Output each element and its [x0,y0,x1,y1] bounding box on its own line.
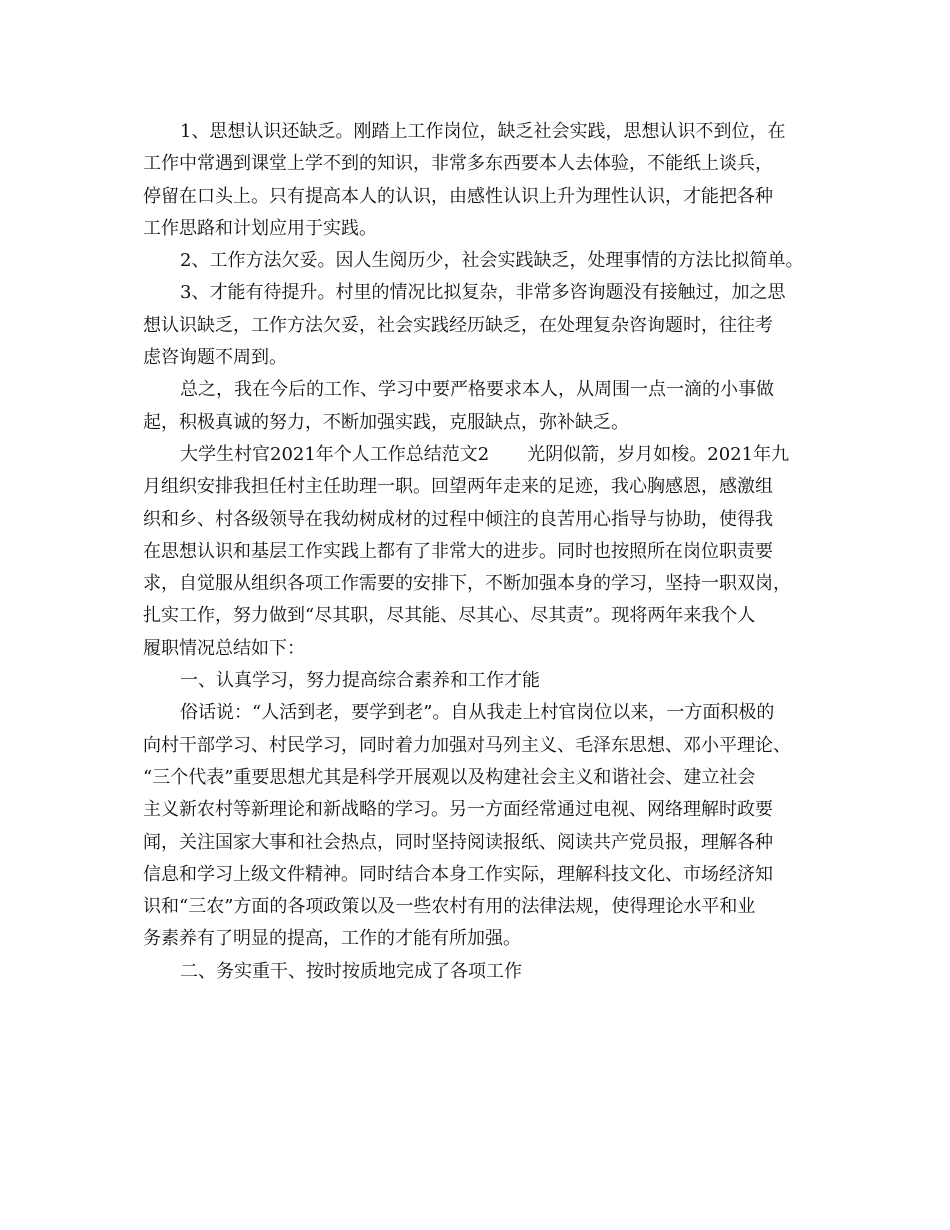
section-heading: 一、认真学习，努力提高综合素养和工作才能 [180,670,540,692]
paragraph-line: 织和乡、村各级领导在我幼树成材的过程中倾注的良苦用心指导与协助，使得我 [143,508,773,530]
paragraph-line: 闻，关注国家大事和社会热点，同时坚持阅读报纸、阅读共产党员报，理解各种 [143,831,773,853]
section-title-line [143,439,815,471]
section-heading: 二、务实重干、按时按质地完成了各项工作 [180,960,522,982]
paragraph-line: 识和“三农”方面的各项政策以及一些农村有用的法律法规，使得理论水平和业 [143,896,756,918]
paragraph-line: 1、思想认识还缺乏。刚踏上工作岗位，缺乏社会实践，思想认识不到位，在 [180,121,786,142]
paragraph-line: 停留在口头上。只有提高本人的认识，由感性认识上升为理性认识，才能把各种 [143,185,773,207]
paragraph-line: 2、工作方法欠妥。因人生阅历少，社会实践缺乏，处理事情的方法比拟简单。 [180,250,804,272]
paragraph-line: 务素养有了明显的提高，工作的才能有所加强。 [143,928,521,950]
paragraph-line: 工作中常遇到课堂上学不到的知识，非常多东西要本人去体验，不能纸上谈兵， [143,153,773,175]
paragraph-line: 向村干部学习、村民学习，同时着力加强对马列主义、毛泽东思想、邓小平理论、 [143,734,791,756]
paragraph-line: “三个代表”重要思想尤其是科学开展观以及构建社会主义和谐社会、建立社会 [143,766,756,788]
paragraph-line: 扎实工作，努力做到“尽其职，尽其能、尽其心、尽其责”。现将两年来我个人 [143,605,756,627]
paragraph-line: 虑咨询题不周到。 [143,347,287,369]
paragraph-line: 信息和学习上级文件精神。同时结合本身工作实际，理解科技文化、市场经济知 [143,863,773,885]
section-title: 大学生村官2021年个人工作总结范文2 [180,443,490,465]
paragraph-line: 履职情况总结如下： [143,637,305,659]
paragraph-line: 3、才能有待提升。村里的情况比拟复杂，非常多咨询题没有接触过，加之思 [180,282,786,304]
paragraph-line: 想认识缺乏，工作方法欠妥，社会实践经历缺乏，在处理复杂咨询题时，往往考 [143,314,773,336]
paragraph-line: 工作思路和计划应用于实践。 [143,217,377,239]
paragraph-line: 俗话说：“人活到老，要学到老”。自从我走上村官岗位以来，一方面积极的 [180,702,775,724]
section-intro-text: 光阴似箭，岁月如梭。2021年九 [527,443,790,465]
document-body [143,116,815,988]
paragraph-line: 月组织安排我担任村主任助理一职。回望两年走来的足迹，我心胸感恩，感激组 [143,476,773,498]
paragraph-line: 在思想认识和基层工作实践上都有了非常大的进步。同时也按照所在岗位职责要 [143,540,773,562]
paragraph-line: 主义新农村等新理论和新战略的学习。另一方面经常通过电视、网络理解时政要 [143,799,773,821]
paragraph-line: 求，自觉服从组织各项工作需要的安排下，不断加强本身的学习，坚持一职双岗， [143,573,791,595]
paragraph-line: 起，积极真诚的努力，不断加强实践，克服缺点，弥补缺乏。 [143,411,629,433]
paragraph-line: 总之，我在今后的工作、学习中要严格要求本人，从周围一点一滴的小事做 [180,379,774,401]
